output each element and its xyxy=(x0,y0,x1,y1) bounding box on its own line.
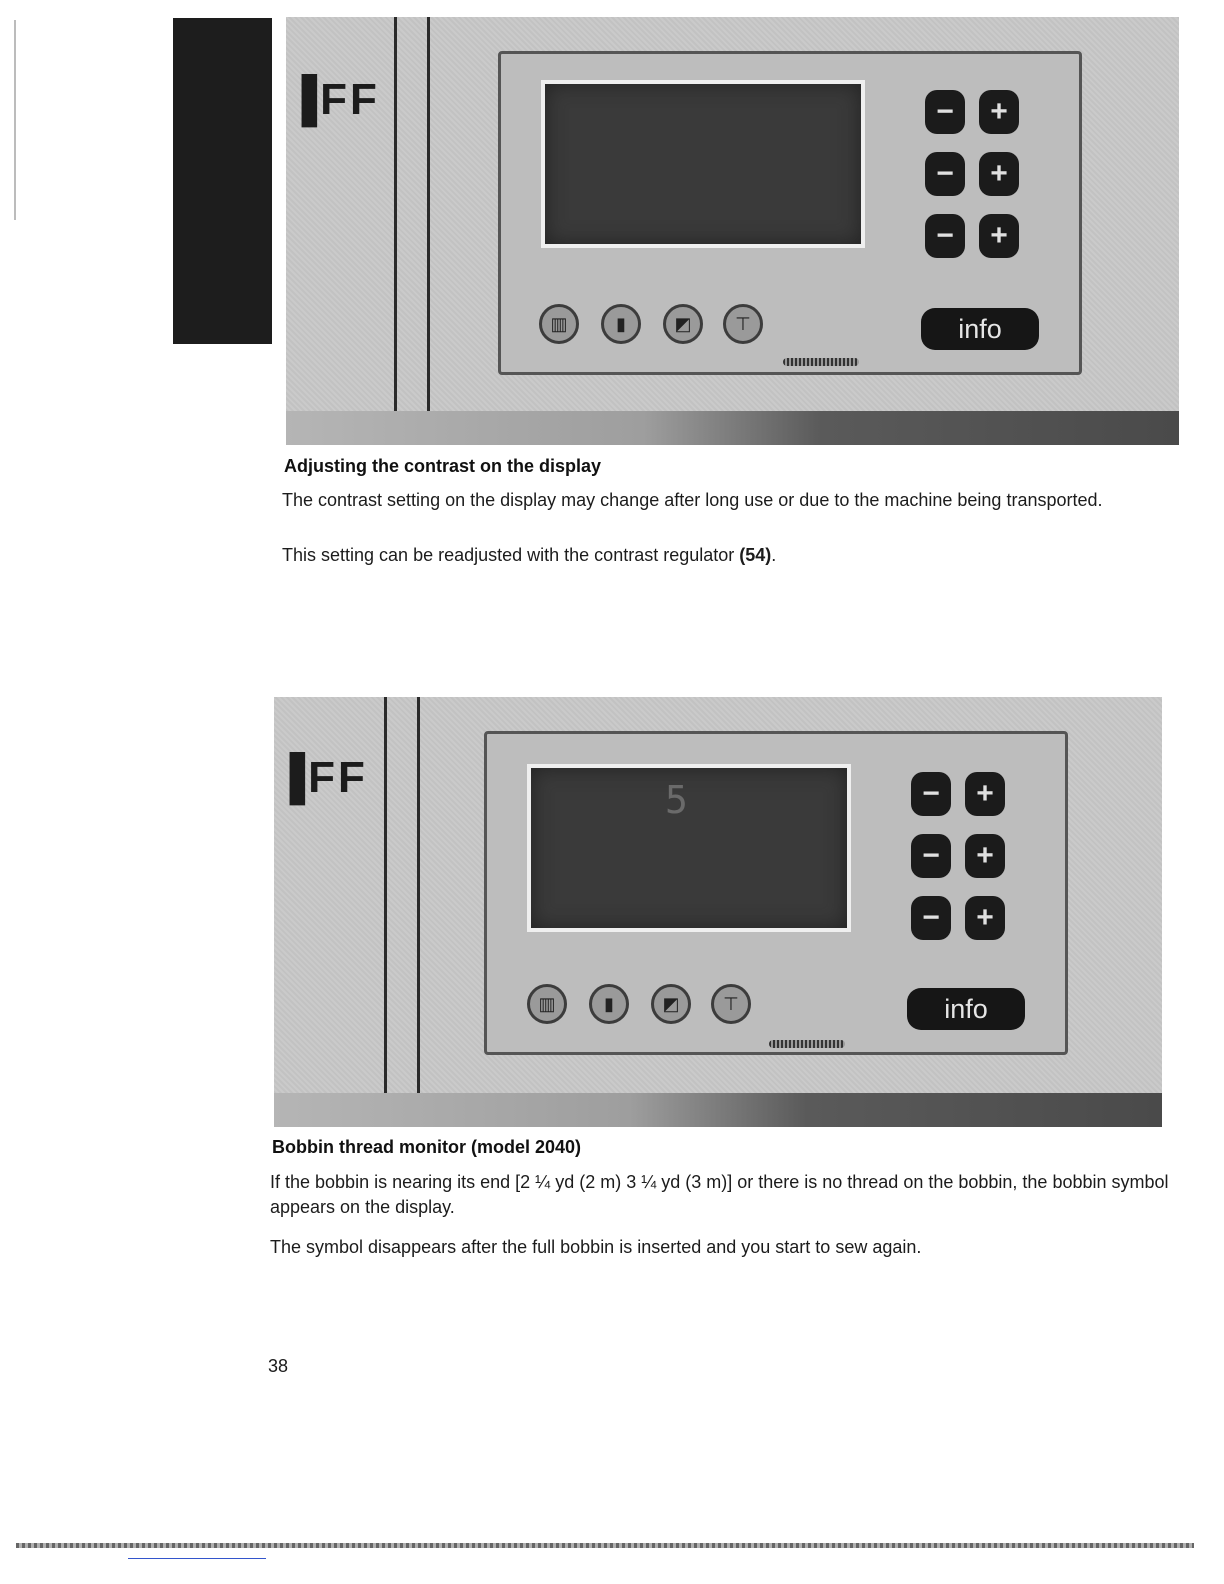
page-number: 38 xyxy=(268,1356,289,1376)
contrast-regulator xyxy=(783,358,859,366)
plus-button: + xyxy=(965,896,1005,940)
machine-base-strip xyxy=(286,411,1179,445)
needle-position-icon: ▮ xyxy=(601,304,641,344)
lcd-screen xyxy=(527,764,851,932)
left-margin-rule xyxy=(14,20,16,220)
minus-button: − xyxy=(925,90,965,134)
brand-logo: ▐FF xyxy=(274,753,368,802)
contrast-paragraph-2: This setting can be readjusted with the contrast regulator (54). xyxy=(282,545,777,565)
mirror-icon: ◩ xyxy=(663,304,703,344)
contrast-paragraph-1: The contrast setting on the display may change after long use or due to the machine being transported. xyxy=(282,490,1103,510)
machine-display-photo-1 xyxy=(286,17,1179,445)
plus-button: + xyxy=(979,152,1019,196)
mirror-icon: ◩ xyxy=(651,984,691,1024)
plus-button: + xyxy=(979,214,1019,258)
needle-position-icon: ▮ xyxy=(589,984,629,1024)
machine-base-strip xyxy=(274,1093,1162,1127)
info-button: info xyxy=(907,988,1025,1030)
minus-button: − xyxy=(925,214,965,258)
section-heading-bobbin-monitor: Bobbin thread monitor (model 2040) xyxy=(272,1137,582,1157)
bottom-link-line xyxy=(128,1558,266,1559)
plus-button: + xyxy=(965,834,1005,878)
housing-seam xyxy=(394,17,430,425)
bobbin-paragraph-1: If the bobbin is nearing its end [2 ¼ yd (2 m) 3 ¼ yd (3 m)] or there is no thread on the bobbin, the bobbin symbol appears on the display. xyxy=(270,1172,1169,1217)
info-button: info xyxy=(921,308,1039,350)
section-heading-contrast: Adjusting the contrast on the display xyxy=(284,456,602,476)
regulator-reference: (54) xyxy=(739,545,772,565)
housing-seam xyxy=(384,697,420,1107)
contrast-regulator xyxy=(769,1040,845,1048)
minus-button: − xyxy=(911,834,951,878)
chapter-tab-block xyxy=(173,18,272,344)
plus-button: + xyxy=(965,772,1005,816)
stitch-function-icon: ▥ xyxy=(539,304,579,344)
minus-button: − xyxy=(911,772,951,816)
tie-off-icon: ⊤ xyxy=(723,304,763,344)
tie-off-icon: ⊤ xyxy=(711,984,751,1024)
stitch-function-icon: ▥ xyxy=(527,984,567,1024)
brand-logo: ▐FF xyxy=(286,75,380,124)
control-panel xyxy=(484,731,1068,1055)
plus-button: + xyxy=(979,90,1019,134)
control-panel xyxy=(498,51,1082,375)
lcd-screen xyxy=(541,80,865,248)
bobbin-symbol-indicator: 5 xyxy=(665,778,688,822)
machine-display-photo-2 xyxy=(274,697,1162,1127)
minus-button: − xyxy=(911,896,951,940)
bobbin-paragraph-2: The symbol disappears after the full bobbin is inserted and you start to sew again. xyxy=(270,1237,922,1257)
minus-button: − xyxy=(925,152,965,196)
bottom-rule xyxy=(16,1543,1194,1548)
